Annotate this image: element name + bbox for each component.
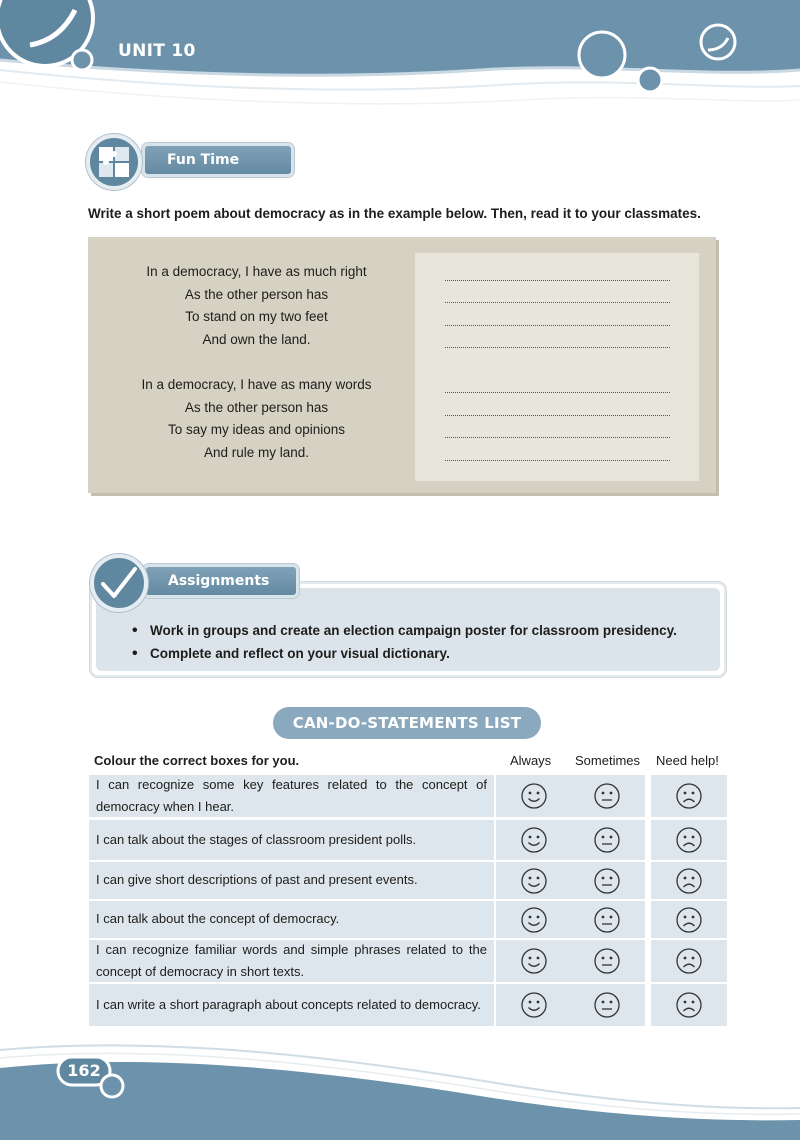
poem-line: In a democracy, I have as much right bbox=[146, 264, 367, 279]
poem-example bbox=[88, 261, 425, 487]
statement-cell bbox=[89, 901, 494, 938]
sad-face-icon bbox=[675, 991, 703, 1019]
smiley-face-icon bbox=[520, 782, 548, 810]
rating-box-sad[interactable] bbox=[651, 940, 727, 982]
neutral-face-icon bbox=[593, 782, 621, 810]
rating-box-happy[interactable] bbox=[496, 862, 572, 899]
fun-time-title: Fun Time bbox=[167, 152, 240, 168]
answer-line[interactable] bbox=[445, 280, 670, 281]
can-do-title: CAN-DO-STATEMENTS LIST bbox=[273, 707, 541, 739]
column-header-always: Always bbox=[510, 753, 552, 768]
fun-time-header bbox=[142, 143, 294, 177]
poem-line: As the other person has bbox=[184, 399, 329, 415]
poem-line: To say my ideas and opinions bbox=[167, 422, 346, 438]
answer-line[interactable] bbox=[445, 415, 670, 416]
answer-line[interactable] bbox=[445, 347, 670, 348]
poem-stanza bbox=[88, 261, 425, 352]
smiley-face-icon bbox=[520, 947, 548, 975]
list-item: • Complete and reflect on your visual dictionary. bbox=[132, 646, 677, 669]
neutral-face-icon bbox=[593, 826, 621, 854]
statement-cell bbox=[89, 862, 494, 899]
rating-box-sad[interactable] bbox=[651, 984, 727, 1026]
sad-face-icon bbox=[675, 782, 703, 810]
table-row bbox=[89, 775, 726, 817]
poem-stanza bbox=[88, 374, 425, 465]
smiley-face-icon bbox=[520, 826, 548, 854]
rating-box-neutral[interactable] bbox=[569, 820, 645, 860]
rating-box-neutral[interactable] bbox=[569, 775, 645, 817]
table-header-label: Colour the correct boxes for you. bbox=[94, 753, 300, 768]
list-item: • Work in groups and create an election campaign poster for classroom presidency. bbox=[132, 623, 677, 646]
instruction-text: Write a short poem about democracy as in the example below. Then, read it to your classmates. bbox=[88, 206, 701, 221]
neutral-face-icon bbox=[593, 906, 621, 934]
rating-box-neutral[interactable] bbox=[569, 940, 645, 982]
table-row bbox=[89, 862, 726, 899]
sad-face-icon bbox=[675, 906, 703, 934]
puzzle-icon bbox=[86, 134, 142, 190]
table-row bbox=[89, 820, 726, 860]
neutral-face-icon bbox=[593, 867, 621, 895]
neutral-face-icon bbox=[593, 947, 621, 975]
statement-cell bbox=[89, 984, 494, 1026]
column-header-sometimes: Sometimes bbox=[575, 753, 641, 768]
rating-box-neutral[interactable] bbox=[569, 901, 645, 938]
table-row bbox=[89, 984, 726, 1026]
statement-cell bbox=[89, 820, 494, 860]
rating-box-happy[interactable] bbox=[496, 775, 572, 817]
unit-label: UNIT 10 bbox=[118, 41, 196, 61]
rating-box-happy[interactable] bbox=[496, 901, 572, 938]
table-row bbox=[89, 901, 726, 938]
assignments-panel bbox=[96, 588, 720, 671]
table-row bbox=[89, 940, 726, 982]
answer-line[interactable] bbox=[445, 437, 670, 438]
assignments-header bbox=[143, 564, 299, 598]
poem-line: And own the land. bbox=[202, 332, 311, 348]
poem-line: And rule my land. bbox=[203, 444, 310, 460]
checkmark-icon bbox=[90, 554, 148, 612]
assignments-title: Assignments bbox=[168, 573, 270, 589]
rating-box-happy[interactable] bbox=[496, 984, 572, 1026]
rating-box-neutral[interactable] bbox=[569, 862, 645, 899]
sad-face-icon bbox=[675, 826, 703, 854]
poem-line: As the other person has bbox=[184, 286, 329, 302]
statement-text: I can talk about the concept of democracy. bbox=[96, 911, 340, 927]
answer-area[interactable] bbox=[415, 253, 699, 481]
smiley-face-icon bbox=[520, 906, 548, 934]
statement-text: I can recognize familiar words and simple phrases related to the concept of democracy in short texts. bbox=[96, 941, 487, 979]
statement-text: I can recognize some key features related to the concept of democracy when I hear. bbox=[96, 776, 487, 814]
rating-box-sad[interactable] bbox=[651, 775, 727, 817]
assignments-list bbox=[132, 623, 677, 669]
smiley-face-icon bbox=[520, 991, 548, 1019]
rating-box-sad[interactable] bbox=[651, 901, 727, 938]
statement-cell bbox=[89, 775, 494, 817]
smiley-face-icon bbox=[520, 867, 548, 895]
answer-line[interactable] bbox=[445, 325, 670, 326]
rating-box-happy[interactable] bbox=[496, 940, 572, 982]
answer-line[interactable] bbox=[445, 460, 670, 461]
statement-text: I can write a short paragraph about concepts related to democracy. bbox=[96, 996, 481, 1012]
sad-face-icon bbox=[675, 947, 703, 975]
sad-face-icon bbox=[675, 867, 703, 895]
footer-banner bbox=[0, 1030, 800, 1140]
rating-box-sad[interactable] bbox=[651, 820, 727, 860]
statement-cell bbox=[89, 940, 494, 982]
poem-line: To stand on my two feet bbox=[185, 309, 328, 325]
page-number: 162 bbox=[67, 1061, 101, 1080]
answer-line[interactable] bbox=[445, 392, 670, 393]
rating-box-neutral[interactable] bbox=[569, 984, 645, 1026]
poem-line: In a democracy, I have as many words bbox=[141, 376, 372, 392]
neutral-face-icon bbox=[593, 991, 621, 1019]
answer-line[interactable] bbox=[445, 302, 670, 303]
rating-box-sad[interactable] bbox=[651, 862, 727, 899]
statement-text: I can give short descriptions of past and present events. bbox=[96, 872, 418, 888]
poem-box bbox=[88, 237, 716, 493]
statement-text: I can talk about the stages of classroom president polls. bbox=[96, 831, 417, 847]
header-banner bbox=[0, 0, 800, 130]
column-header-need-help: Need help! bbox=[656, 753, 719, 768]
rating-box-happy[interactable] bbox=[496, 820, 572, 860]
